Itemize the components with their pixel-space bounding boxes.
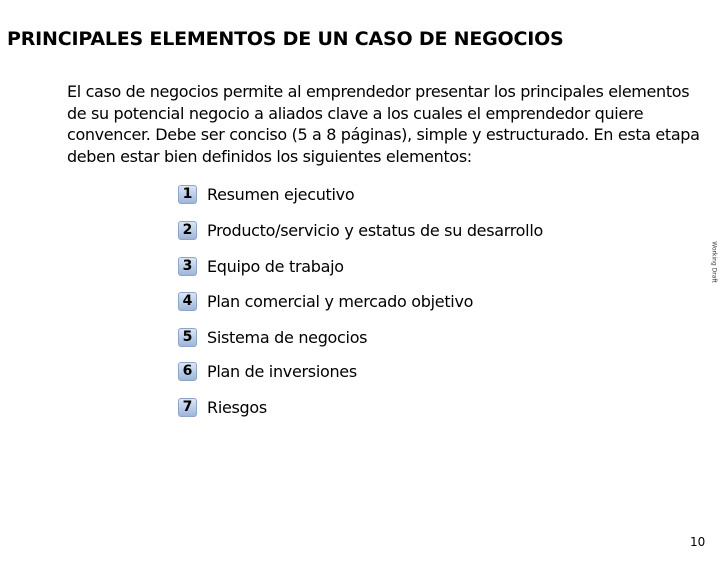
page-number: 10	[690, 535, 706, 549]
intro-line: convencer. Debe ser conciso (5 a 8 páginas), simple y estructurado. En esta etapa	[67, 125, 700, 144]
list-item	[178, 219, 543, 241]
list-item-label: Resumen ejecutivo	[207, 184, 355, 204]
intro-paragraph	[67, 81, 700, 167]
list-item	[178, 255, 344, 277]
list-item	[178, 326, 367, 348]
number-badge: 4	[178, 292, 197, 311]
list-item-label: Riesgos	[207, 397, 267, 417]
list-item-label: Producto/servicio y estatus de su desarrollo	[207, 220, 543, 240]
number-badge: 1	[178, 185, 197, 204]
list-item	[178, 360, 357, 382]
number-badge: 6	[178, 362, 197, 381]
number-badge: 3	[178, 257, 197, 276]
number-badge: 7	[178, 398, 197, 417]
list-item-label: Sistema de negocios	[207, 327, 368, 347]
list-item	[178, 290, 473, 312]
working-draft-label: Working Draft	[710, 241, 718, 283]
intro-line: de su potencial negocio a aliados clave a los cuales el emprendedor quiere	[67, 103, 644, 123]
list-item-label: Plan comercial y mercado objetivo	[207, 291, 474, 311]
intro-line: deben estar bien definidos los siguientes elementos:	[67, 146, 472, 166]
number-badge: 5	[178, 328, 197, 347]
number-badge: 2	[178, 221, 197, 240]
intro-line: El caso de negocios permite al emprendedor presentar los principales elementos	[67, 82, 690, 101]
list-item-label: Plan de inversiones	[207, 361, 357, 381]
list-item	[178, 183, 354, 205]
list-item-label: Equipo de trabajo	[207, 256, 344, 276]
slide-title: PRINCIPALES ELEMENTOS DE UN CASO DE NEGOCIOS	[7, 28, 564, 50]
list-item	[178, 396, 267, 418]
